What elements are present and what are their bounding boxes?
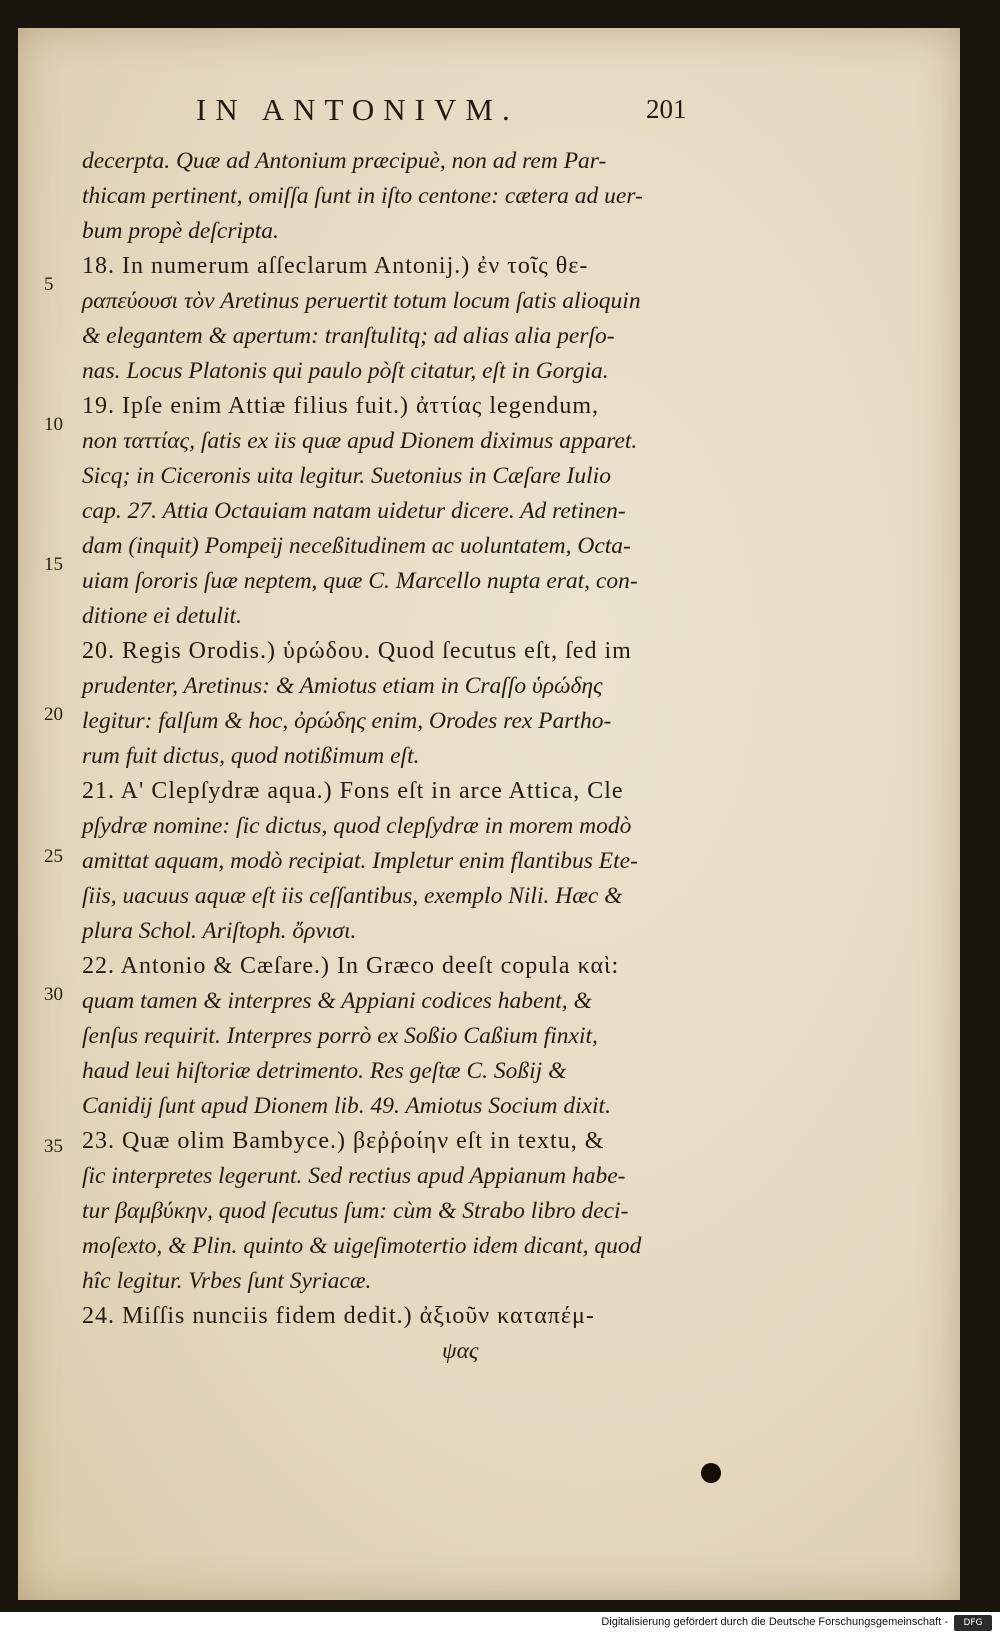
text-line: uiam ſororis ſuæ neptem, quæ C. Marcello nupta erat, con- (82, 568, 638, 594)
text-line: & elegantem & apertum: tranſtulitq; ad alias alia perſo- (82, 323, 615, 349)
page-number: 201 (646, 94, 687, 124)
ink-blot (701, 1463, 721, 1483)
note-19-line: 19. Ipſe enim Attiæ filius fuit.) ἀττίας legendum, (82, 393, 600, 419)
book-page (18, 28, 960, 1600)
text-line: Sicq; in Ciceronis uita legitur. Suetonius in Cæſare Iulio (82, 463, 611, 489)
note-18-line: 18. In numerum aſſeclarum Antonij.) ἐν τοῖς θε- (82, 253, 589, 279)
text-line: Canidij ſunt apud Dionem lib. 49. Amiotus Socium dixit. (82, 1093, 611, 1119)
text-line: plura Schol. Ariſtoph. ὄρνισι. (82, 918, 357, 944)
commentary-text (82, 144, 682, 1369)
text-line: dam (inquit) Pompeij neceßitudinem ac uoluntatem, Octa- (82, 533, 631, 559)
text-line: quam tamen & interpres & Appiani codices habent, & (82, 988, 592, 1014)
text-line: moſexto, & Plin. quinto & uigeſimotertio idem dicant, quod (82, 1233, 642, 1259)
text-line: thicam pertinent, omiſſa ſunt in iſto centone: cætera ad uer- (82, 183, 643, 209)
text-line: haud leui hiſtoriæ detrimento. Res geſtæ C. Soßij & (82, 1058, 567, 1084)
text-line: ſiis, uacuus aquæ eſt iis ceſſantibus, exemplo Nili. Hæc & (82, 883, 623, 909)
text-line: ſic interpretes legerunt. Sed rectius apud Appianum habe- (82, 1163, 626, 1189)
text-line: ditione ei detulit. (82, 603, 242, 629)
text-line: ſenſus requirit. Interpres porrò ex Soßio Caßium finxit, (82, 1023, 598, 1049)
text-line: pſydræ nomine: ſic dictus, quod clepſydræ in morem modò (82, 813, 632, 839)
text-line: bum propè deſcripta. (82, 218, 279, 244)
text-line: tur βαμβύκην, quod ſecutus ſum: cùm & Strabo libro deci- (82, 1198, 629, 1224)
text-line: non ταττίας, ſatis ex iis quæ apud Dionem diximus apparet. (82, 428, 638, 454)
note-20-line: 20. Regis Orodis.) ὑρώδου. Quod ſecutus eſt, ſed im (82, 638, 632, 664)
text-line: amittat aquam, modò recipiat. Impletur enim flantibus Ete- (82, 848, 638, 874)
text-line: legitur: falſum & hoc, ὀρώδης enim, Orodes rex Partho- (82, 708, 612, 734)
text-line: nas. Locus Platonis qui paulo pòſt citatur, eſt in Gorgia. (82, 358, 609, 384)
note-22-line: 22. Antonio & Cæſare.) In Græco deeſt copula καὶ: (82, 953, 620, 979)
text-line: rum fuit dictus, quod notißimum eſt. (82, 743, 420, 769)
text-line: ραπεύουσι τὸν Aretinus peruertit totum locum ſatis alioquin (82, 288, 641, 314)
text-line: prudenter, Aretinus: & Amiotus etiam in Craſſo ὑρώδης (82, 673, 603, 699)
note-23-line: 23. Quæ olim Bambyce.) βεῤῥοίην eſt in textu, & (82, 1128, 605, 1154)
margin-line-number: 30 (44, 984, 63, 1005)
catchword-line: ψας (442, 1338, 479, 1364)
margin-line-number: 20 (44, 704, 63, 725)
footer-credit: Digitalisierung gefördert durch die Deutsche Forschungsgemeinschaft - (601, 1616, 948, 1628)
note-24-line: 24. Miſſis nunciis fidem dedit.) ἀξιοῦν καταπέμ- (82, 1303, 595, 1329)
margin-line-number: 5 (44, 274, 54, 295)
running-head: IN ANTONIVM. (196, 92, 519, 127)
dfg-logo: DFG (954, 1615, 992, 1631)
margin-line-number: 35 (44, 1136, 63, 1157)
note-21-line: 21. A' Clepſydræ aqua.) Fons eſt in arce Attica, Cle (82, 778, 624, 804)
page-header (18, 92, 960, 142)
text-line: decerpta. Quæ ad Antonium præcipuè, non ad rem Par- (82, 148, 607, 174)
text-line: cap. 27. Attia Octauiam natam uidetur dicere. Ad retinen- (82, 498, 626, 524)
margin-line-number: 15 (44, 554, 63, 575)
text-line: hîc legitur. Vrbes ſunt Syriacæ. (82, 1268, 372, 1294)
margin-line-number: 10 (44, 414, 63, 435)
digitization-footer (0, 1612, 1000, 1637)
margin-line-number: 25 (44, 846, 63, 867)
